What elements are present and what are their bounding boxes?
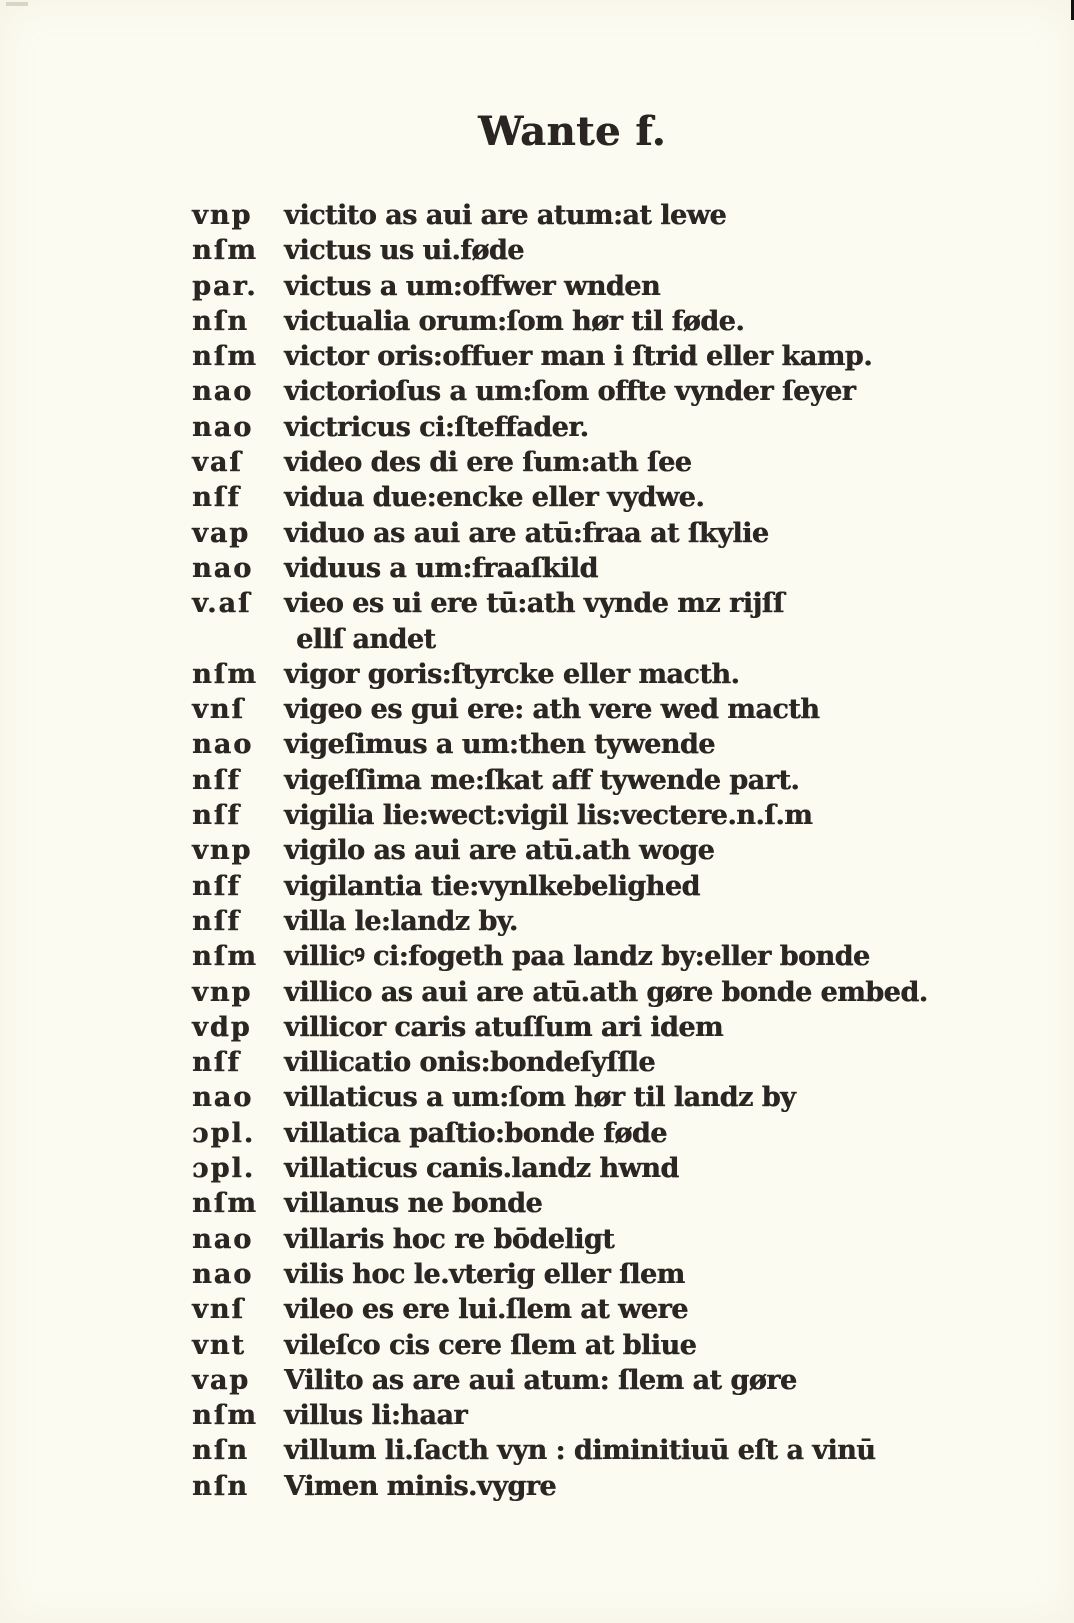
dictionary-entry xyxy=(0,1292,1074,1327)
corner-smudge xyxy=(6,2,28,6)
dictionary-entry xyxy=(0,445,1074,480)
entry-definition: villaticus a um:ſom hør til landz by xyxy=(284,1082,796,1114)
entry-grammar-code: nao xyxy=(192,1223,254,1255)
entry-definition: villicatio onis:bondeſyſſle xyxy=(284,1047,655,1079)
dictionary-entry xyxy=(0,1186,1074,1221)
entry-definition: vigeſimus a um:then tywende xyxy=(284,729,715,761)
dictionary-entry xyxy=(0,904,1074,939)
entry-definition: video des di ere ſum:ath ſee xyxy=(284,447,692,479)
entry-definition: vieo es ui ere tū:ath vynde mz rijſſ xyxy=(284,588,784,620)
entry-definition: villa le:landz by. xyxy=(284,905,518,937)
entry-definition: vigilantia tie:vynlkebelighed xyxy=(284,870,700,902)
entry-definition: vigilia lie:wect:vigil lis:vectere.n.ſ.m xyxy=(284,800,813,832)
dictionary-entry xyxy=(0,410,1074,445)
entry-grammar-code: nſm xyxy=(192,1188,258,1220)
entry-grammar-code: nſm xyxy=(192,341,258,373)
dictionary-entry xyxy=(0,939,1074,974)
entry-definition: villus li:haar xyxy=(284,1400,468,1432)
entry-grammar-code: vnp xyxy=(192,976,253,1008)
entry-grammar-code: nao xyxy=(192,729,254,761)
entry-definition: Vimen minis.vygre xyxy=(284,1470,556,1502)
entry-grammar-code: vnſ xyxy=(192,1294,245,1326)
dictionary-entry xyxy=(0,374,1074,409)
dictionary-entry xyxy=(0,1398,1074,1433)
dictionary-entries xyxy=(0,198,1074,1504)
entry-grammar-code: nao xyxy=(192,376,254,408)
entry-grammar-code: vnp xyxy=(192,200,253,231)
entry-grammar-code: v.aſ xyxy=(192,588,252,620)
entry-definition: villaticus canis.landz hwnd xyxy=(284,1153,679,1185)
entry-continuation xyxy=(0,622,1074,657)
entry-grammar-code: nao xyxy=(192,411,254,443)
dictionary-entry xyxy=(0,304,1074,339)
dictionary-entry xyxy=(0,1257,1074,1292)
entry-grammar-code: nao xyxy=(192,1258,254,1290)
dictionary-entry xyxy=(0,692,1074,727)
entry-grammar-code: nſm xyxy=(192,658,258,690)
dictionary-entry xyxy=(0,1433,1074,1468)
entry-grammar-code: nſf xyxy=(192,482,241,514)
entry-grammar-code: ɔpl. xyxy=(192,1153,255,1185)
dictionary-entry xyxy=(0,763,1074,798)
entry-definition: vigor goris:ſtyrcke eller macth. xyxy=(284,658,740,690)
entry-definition: victorioſus a um:ſom offte vynder ſeyer xyxy=(284,376,856,408)
entry-grammar-code: nao xyxy=(192,1082,254,1114)
entry-definition: villum li.ſacth vyn : diminitiuū eſt a vinū xyxy=(284,1435,876,1467)
dictionary-entry xyxy=(0,551,1074,586)
entry-grammar-code: nſf xyxy=(192,800,241,832)
entry-definition: victualia orum:ſom hør til føde. xyxy=(284,305,745,337)
entry-definition: vigeo es gui ere: ath vere wed macth xyxy=(284,694,820,726)
entry-grammar-code: nao xyxy=(192,552,254,584)
entry-grammar-code: vnſ xyxy=(192,694,245,726)
entry-grammar-code: vap xyxy=(192,517,251,549)
entry-definition: viduo as aui are atū:fraa at ſkylie xyxy=(284,517,769,549)
entry-grammar-code: vdp xyxy=(192,1011,252,1043)
dictionary-entry xyxy=(0,727,1074,762)
page-heading: Wante f. xyxy=(478,108,667,155)
entry-grammar-code: nſm xyxy=(192,1400,258,1432)
dictionary-entry xyxy=(0,1328,1074,1363)
entry-grammar-code: nſf xyxy=(192,870,241,902)
entry-definition: vileo es ere lui.ſlem at were xyxy=(284,1294,688,1326)
dictionary-entry xyxy=(0,516,1074,551)
dictionary-entry xyxy=(0,1080,1074,1115)
entry-definition: vilis hoc le.vterig eller ſlem xyxy=(284,1258,685,1290)
entry-definition: villanus ne bonde xyxy=(284,1188,543,1220)
dictionary-entry xyxy=(0,233,1074,268)
entry-definition: villicꝰ ci:fogeth paa landz by:eller bonde xyxy=(284,941,870,973)
entry-definition: viduus a um:fraaſkild xyxy=(284,552,598,584)
entry-definition: ellſ andet xyxy=(296,623,436,655)
entry-definition: vigeſſima me:ſkat aff tywende part. xyxy=(284,764,800,796)
entry-definition: vileſco cis cere ſlem at bliue xyxy=(284,1329,697,1361)
entry-definition: victito as aui are atum:at lewe xyxy=(284,200,727,231)
dictionary-entry xyxy=(0,833,1074,868)
dictionary-entry xyxy=(0,869,1074,904)
dictionary-entry xyxy=(0,480,1074,515)
dictionary-entry xyxy=(0,339,1074,374)
entry-grammar-code: nſf xyxy=(192,764,241,796)
entry-definition: victricus ci:ſteffader. xyxy=(284,411,589,443)
dictionary-entry xyxy=(0,586,1074,621)
dictionary-entry xyxy=(0,657,1074,692)
dictionary-entry xyxy=(0,198,1074,233)
entry-definition: vidua due:encke eller vydwe. xyxy=(284,482,705,514)
entry-grammar-code: nſf xyxy=(192,1047,241,1079)
entry-definition: victus a um:offwer wnden xyxy=(284,270,660,302)
entry-grammar-code: nſm xyxy=(192,941,258,973)
entry-definition: villatica paſtio:bonde føde xyxy=(284,1117,667,1149)
entry-definition: Vilito as are aui atum: ſlem at gøre xyxy=(284,1364,797,1396)
dictionary-entry xyxy=(0,1222,1074,1257)
entry-grammar-code: vnp xyxy=(192,835,253,867)
entry-grammar-code: nſn xyxy=(192,305,249,337)
entry-definition: victus us ui.føde xyxy=(284,235,524,267)
entry-definition: villicor caris atuſſum ari idem xyxy=(284,1011,723,1043)
entry-definition: vigilo as aui are atū.ath woge xyxy=(284,835,715,867)
entry-grammar-code: nſf xyxy=(192,905,241,937)
dictionary-entry xyxy=(0,798,1074,833)
dictionary-entry xyxy=(0,269,1074,304)
entry-grammar-code: nſn xyxy=(192,1435,249,1467)
dictionary-entry xyxy=(0,1151,1074,1186)
entry-grammar-code: par. xyxy=(192,270,258,302)
dictionary-entry xyxy=(0,1363,1074,1398)
dictionary-entry xyxy=(0,1045,1074,1080)
entry-definition: victor oris:offuer man i ſtrid eller kamp. xyxy=(284,341,872,373)
entry-grammar-code: vnt xyxy=(192,1329,246,1361)
dictionary-entry xyxy=(0,1010,1074,1045)
entry-grammar-code: vaſ xyxy=(192,447,243,479)
entry-grammar-code: nſn xyxy=(192,1470,249,1502)
entry-definition: villico as aui are atū.ath gøre bonde embed. xyxy=(284,976,928,1008)
entry-grammar-code: ɔpl. xyxy=(192,1117,255,1149)
entry-grammar-code: nſm xyxy=(192,235,258,267)
entry-grammar-code: vap xyxy=(192,1364,251,1396)
dictionary-entry xyxy=(0,975,1074,1010)
entry-definition: villaris hoc re bōdeligt xyxy=(284,1223,615,1255)
dictionary-entry xyxy=(0,1116,1074,1151)
dictionary-entry xyxy=(0,1469,1074,1504)
